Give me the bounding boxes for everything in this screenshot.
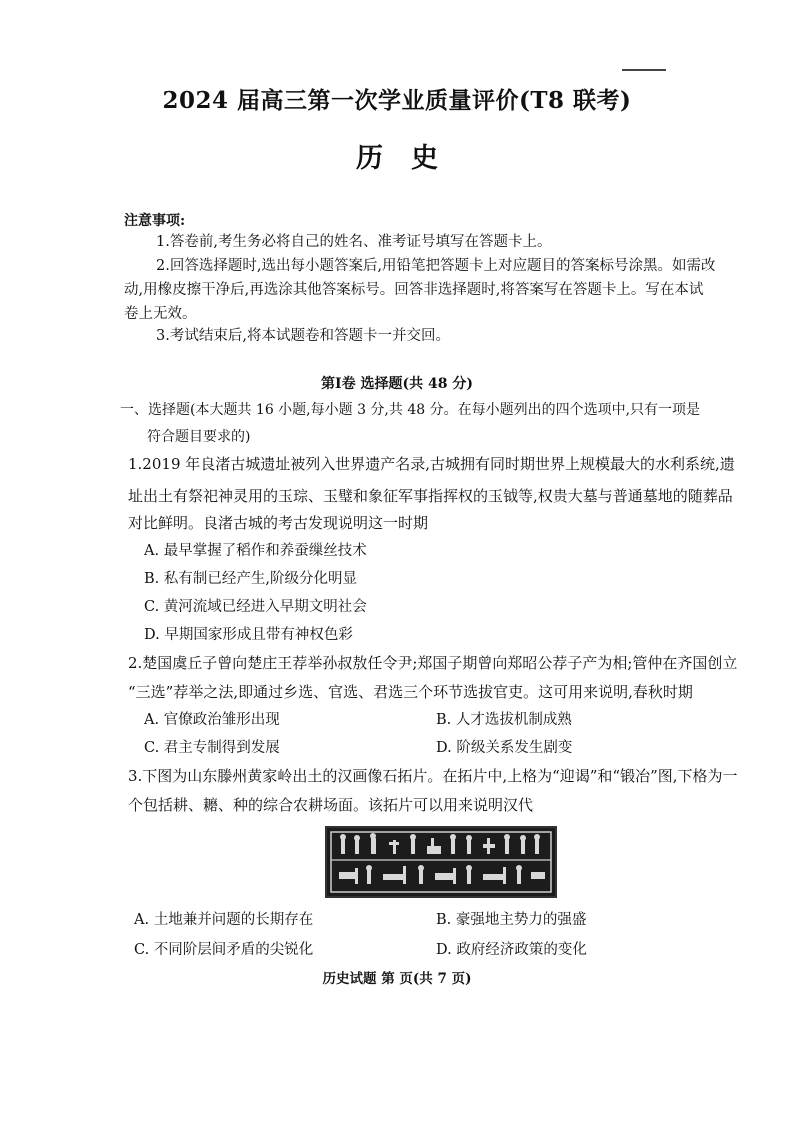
question-1-option-b: B. 私有制已经产生,阶级分化明显 <box>144 571 357 587</box>
section-intro: 一、选择题(本大题共 16 小题,每小题 3 分,共 48 分。在每小题列出的四个选项中,只有一项是 <box>120 402 701 418</box>
corner-mark <box>622 69 666 71</box>
notice-line: 3.考试结束后,将本试题卷和答题卡一并交回。 <box>156 328 450 344</box>
notice-line: 1.答卷前,考生务必将自己的姓名、准考证号填写在答题卡上。 <box>156 234 552 250</box>
notice-heading: 注意事项: <box>124 213 186 229</box>
question-2-option-d: D. 阶级关系发生剧变 <box>436 740 573 756</box>
notice-line: 动,用橡皮擦干净后,再选涂其他答案标号。回答非选择题时,将答案写在答题卡上。写在本试 <box>124 282 704 298</box>
question-3-option-b: B. 豪强地主势力的强盛 <box>436 912 587 928</box>
han-stone-rubbing-image <box>325 826 557 898</box>
question-2-option-b: B. 人才选拔机制成熟 <box>436 712 572 728</box>
section-intro: 符合题目要求的) <box>147 429 251 445</box>
question-2-option-a: A. 官僚政治雏形出现 <box>144 712 280 728</box>
notice-line: 2.回答选择题时,选出每小题答案后,用铅笔把答题卡上对应题目的答案标号涂黑。如需改 <box>156 258 716 274</box>
question-3-option-a: A. 土地兼并问题的长期存在 <box>134 912 314 928</box>
subject-title: 历史 <box>356 143 466 174</box>
section-title: 第Ⅰ卷 选择题(共 48 分) <box>321 376 473 392</box>
question-3-option-c: C. 不同阶层间矛盾的尖锐化 <box>134 942 314 958</box>
question-2-option-c: C. 君主专制得到发展 <box>144 740 280 756</box>
question-1-option-c: C. 黄河流域已经进入早期文明社会 <box>144 599 367 615</box>
question-2-text: 2.楚国虞丘子曾向楚庄王荐举孙叔敖任令尹;郑国子期曾向郑昭公荐子产为相;管仲在齐国创立 <box>128 654 738 672</box>
question-1-text: 对比鲜明。良渚古城的考古发现说明这一时期 <box>128 514 429 532</box>
question-3-text: 3.下图为山东滕州黄家岭出土的汉画像石拓片。在拓片中,上格为“迎谒”和“锻冶”图,下格为一 <box>128 767 738 785</box>
notice-line: 卷上无效。 <box>124 306 197 322</box>
question-3-text: 个包括耕、耱、种的综合农耕场面。该拓片可以用来说明汉代 <box>128 796 534 814</box>
question-3-option-d: D. 政府经济政策的变化 <box>436 942 587 958</box>
exam-title: 2024 届高三第一次学业质量评价(T8 联考) <box>162 87 632 114</box>
question-1-text: 址出土有祭祀神灵用的玉琮、玉璧和象征军事指挥权的玉钺等,权贵大墓与普通墓地的随葬品 <box>128 487 733 505</box>
question-2-text: “三选”荐举之法,即通过乡选、官选、君选三个环节选拔官吏。这可用来说明,春秋时期 <box>128 683 693 701</box>
question-1-text: 1.2019 年良渚古城遗址被列入世界遗产名录,古城拥有同时期世界上规模最大的水利系统,遗 <box>128 455 735 473</box>
page-footer: 历史试题 第 页(共 7 页) <box>322 971 472 987</box>
question-1-option-a: A. 最早掌握了稻作和养蚕缫丝技术 <box>144 543 367 559</box>
question-1-option-d: D. 早期国家形成且带有神权色彩 <box>144 627 353 643</box>
